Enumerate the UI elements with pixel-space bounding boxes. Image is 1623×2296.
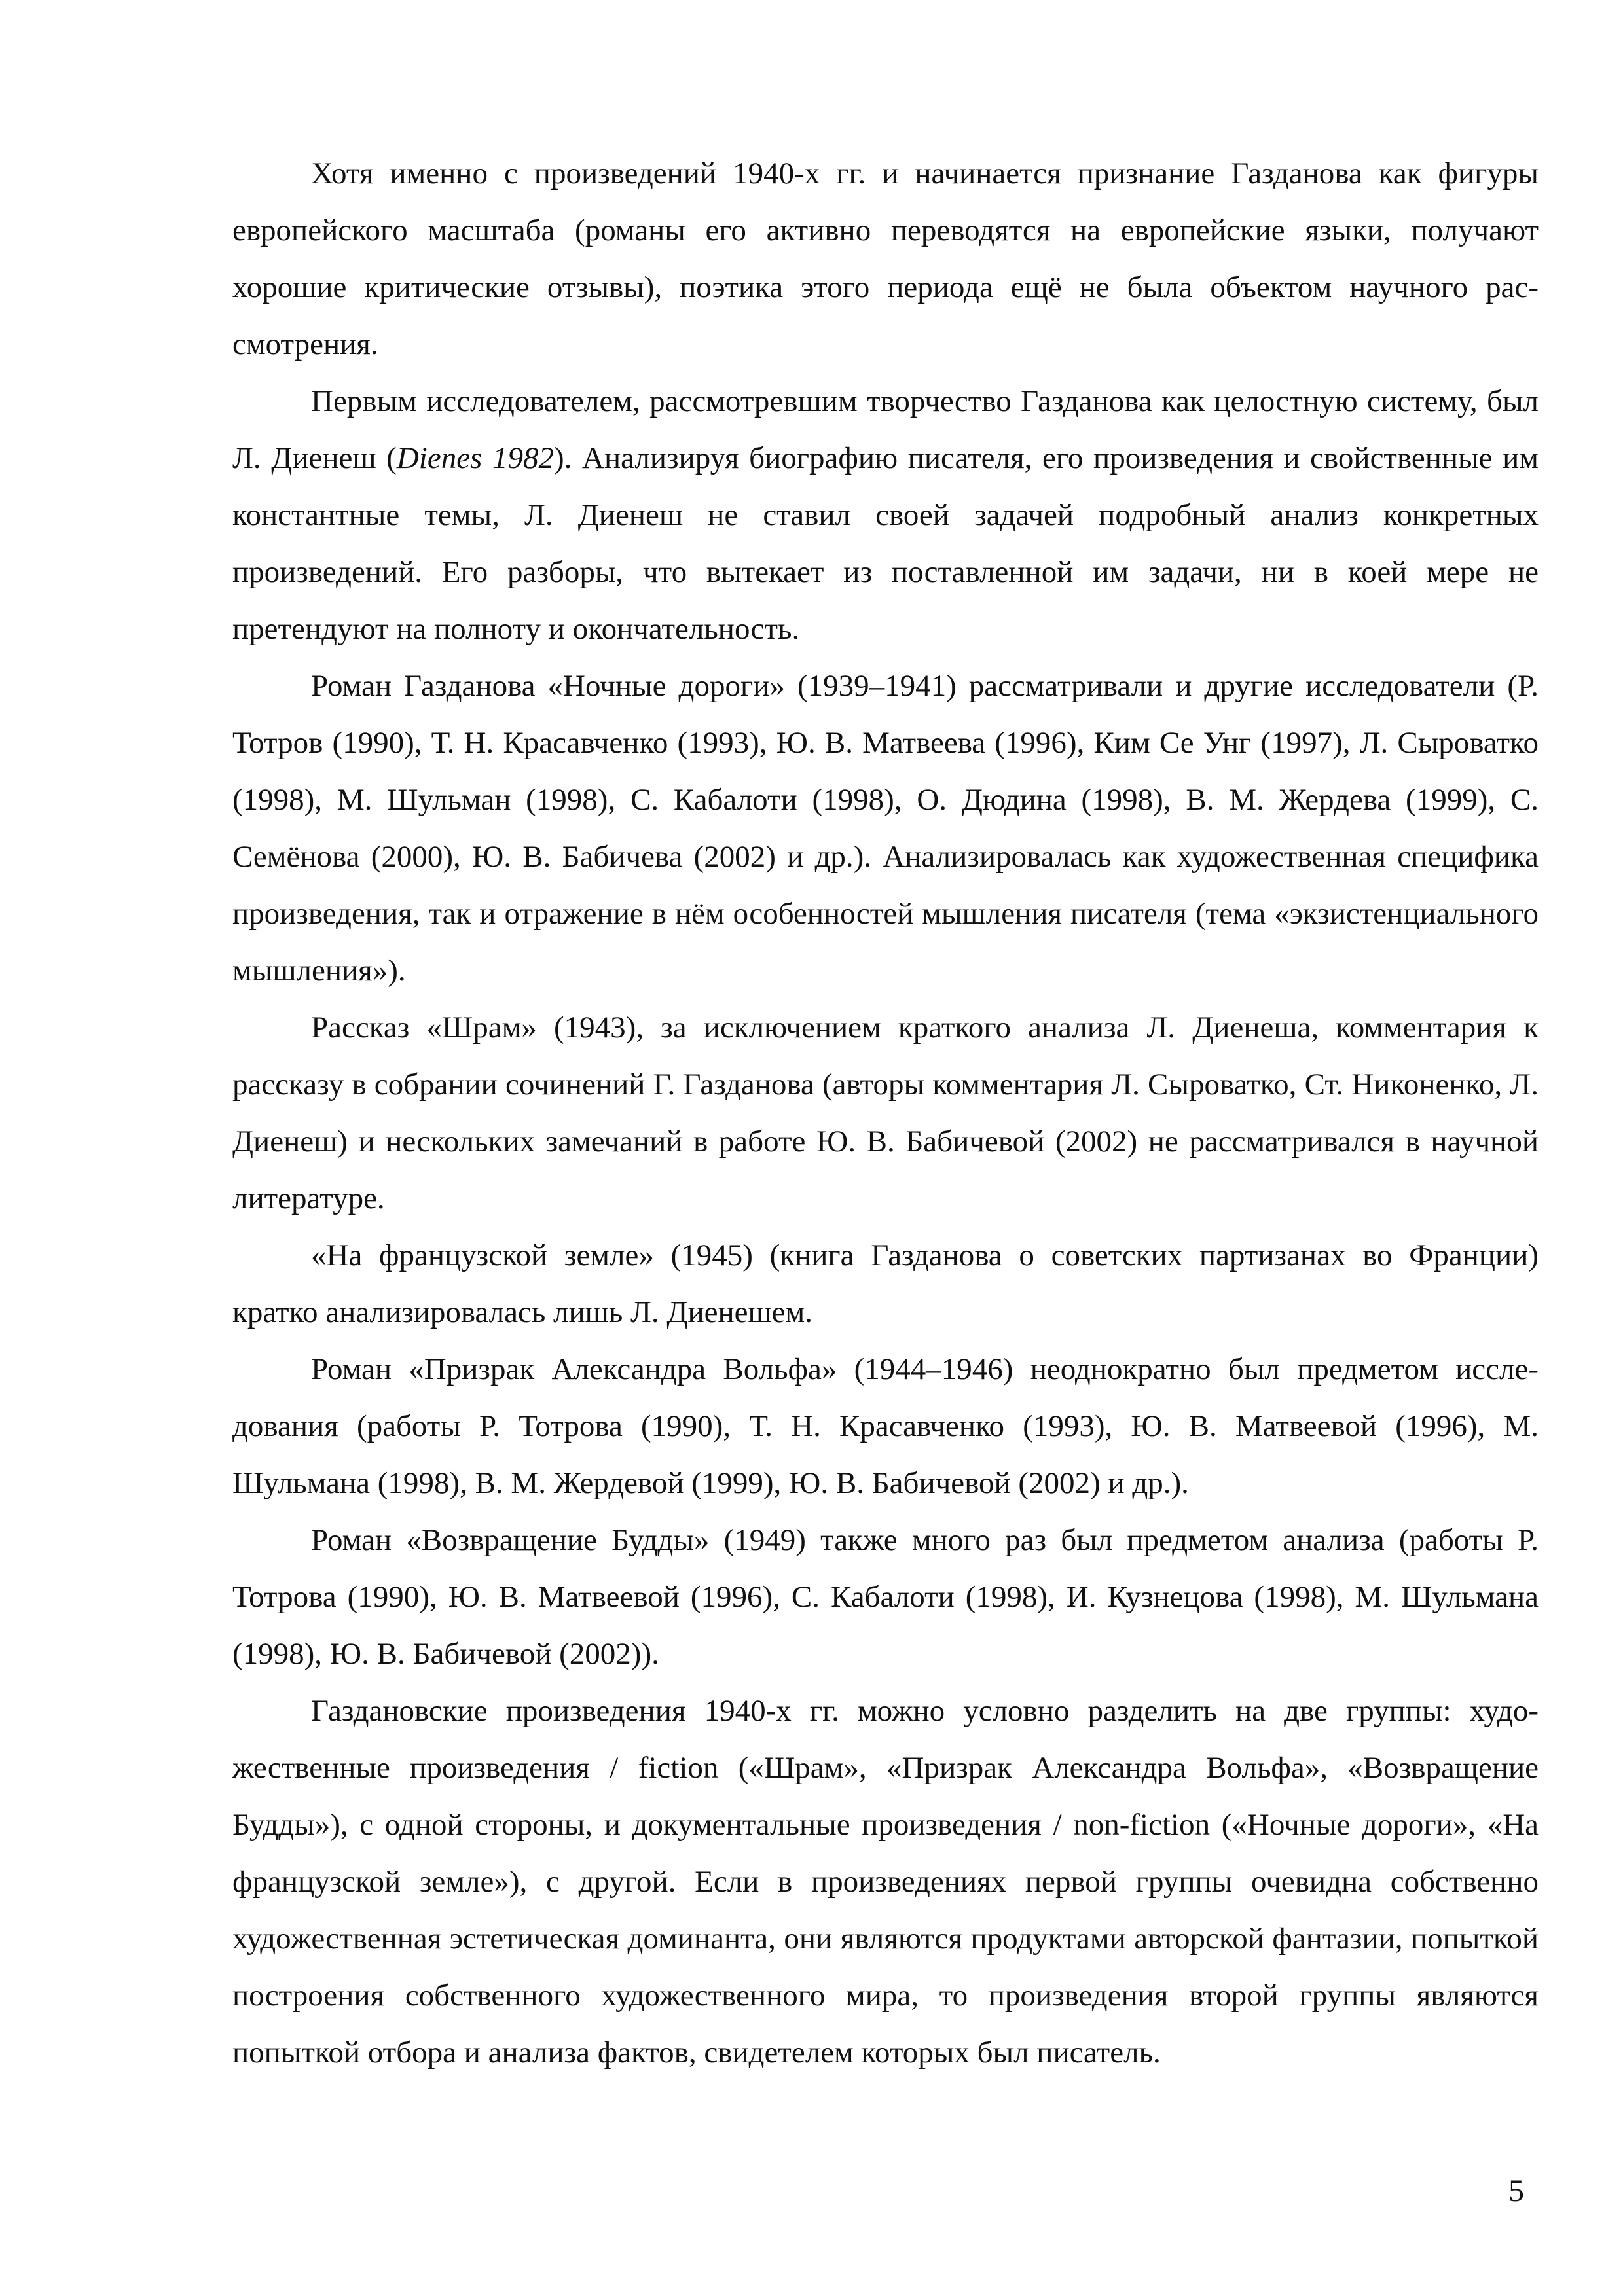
paragraph-6: Роман «Призрак Александра Вольфа» (1944–1946) неоднократно был предметом исследования (работы Р. Тотрова (1990), Т. Н. Красавченко (1993), Ю. В. Матвеевой (1996), М. Шульмана (1998), В. М. Жердевой (1999), Ю. В. Бабичевой (2002) и др.). — [232, 1352, 1539, 1500]
paragraph-1: Хотя именно с произведений 1940-х гг. и начинается признание Газданова как фигуры европейского масштаба (романы его активно переводятся на европейские языки, получают хорошие критические отзывы), поэтика этого периода ещё не была объектом научного рассмотрения. — [232, 156, 1539, 361]
paragraph-8: Газдановские произведения 1940-х гг. можно условно разделить на две группы: художественные произведения / fiction («Шрам», «Призрак Александра Вольфа», «Возвращение Будды»), с одной стороны, и документальные произведения / non-fiction («Ночные дороги», «На французской земле»), с другой. Если в произведениях первой группы очевидна собственно художественная эстетическая доминанта, они являются продуктами авторской фантазии, попыткой построения собственного художественного мира, то произведения второй группы являются попыткой отбора и анализа фактов, свидетелем которых был писатель. — [232, 1694, 1539, 2070]
paragraph-5: «На французской земле» (1945) (книга Газданова о советских партизанах во Франции) кратко анализировалась лишь Л. Диенешем. — [232, 1238, 1539, 1329]
paragraph-4: Рассказ «Шрам» (1943), за исключением краткого анализа Л. Диенеша, комментария к рассказу в собрании сочинений Г. Газданова (авторы комментария Л. Сыроватко, Ст. Никоненко, Л. Диенеш) и нескольких замечаний в работе Ю. В. Бабичевой (2002) не рассматривался в научной литературе. — [232, 1011, 1539, 1215]
paragraph-2 — [232, 373, 1539, 658]
paragraph-2-text-start: Первым исследователем, рассмотревшим творчество Газданова как целостную систему, был Л. Диенеш ( — [232, 384, 1539, 475]
body-text — [232, 145, 1539, 2081]
citation-dienes-1982: Dienes 1982 — [396, 441, 554, 475]
paragraph-2-text-end: ). Анализируя биографию писателя, его произведения и свойственные им константные темы, Л. Диенеш не ставил своей задачей подробный анализ конкретных произведений. Его разборы, что вытекает из поставленной им задачи, ни в коей мере не претендуют на полноту и окончательность. — [232, 441, 1539, 646]
paragraph-7: Роман «Возвращение Будды» (1949) также много раз был предметом анализа (работы Р. Тотрова (1990), Ю. В. Матвеевой (1996), С. Кабалоти (1998), И. Кузнецова (1998), М. Шульмана (1998), Ю. В. Бабичевой (2002)). — [232, 1523, 1539, 1671]
page-number: 5 — [1508, 2174, 1524, 2208]
paragraph-3: Роман Газданова «Ночные дороги» (1939–1941) рассматривали и другие исследователи (Р. Тотров (1990), Т. Н. Красавченко (1993), Ю. В. Матвеева (1996), Ким Се Унг (1997), Л. Сыроватко (1998), М. Шульман (1998), С. Кабалоти (1998), О. Дюдина (1998), В. М. Жердева (1999), С. Семёнова (2000), Ю. В. Бабичева (2002) и др.). Анализировалась как художественная специфика произведения, так и отражение в нём особенностей мышления писателя (тема «экзистенциального мышления»). — [232, 669, 1539, 988]
